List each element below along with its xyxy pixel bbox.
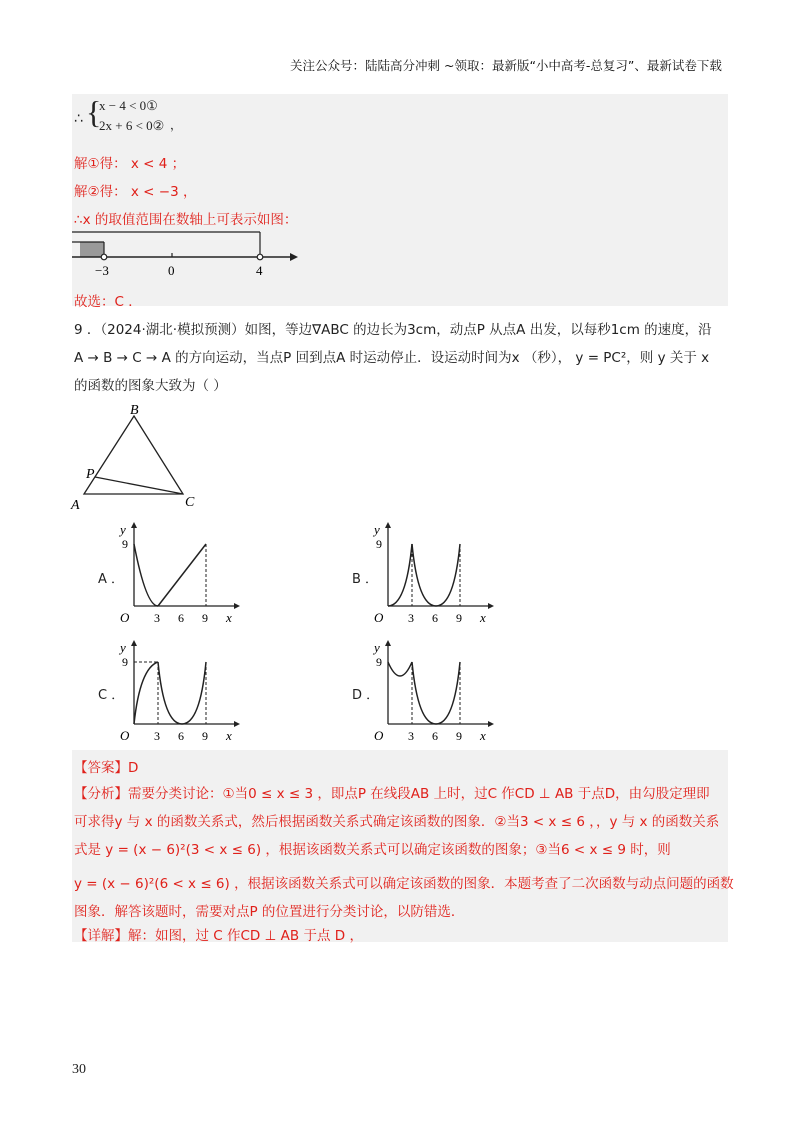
curve-a-parabola — [134, 544, 158, 606]
numberline-intro: ∴x 的取值范围在数轴上可表示如图： — [74, 212, 298, 228]
question-line-2: A → B → C → A 的方向运动，当点P 回到点A 时运动停止．设运动时间为x （秒）， y = PC²，则 y 关于 x — [74, 350, 710, 366]
graph-b-tick-3: 3 — [408, 611, 414, 625]
graph-d-tick-6: 6 — [432, 729, 438, 743]
triangle-figure — [66, 398, 206, 516]
graph-d-tick-3: 3 — [408, 729, 414, 743]
graph-option-b[interactable] — [370, 520, 498, 626]
curve-c-2 — [158, 662, 206, 724]
inequality-1: x − 4 < 0① — [99, 98, 158, 113]
solve-step-2: 解②得： x < −3 ， — [74, 184, 197, 200]
graph-b-y-label: y — [374, 522, 380, 537]
graph-a-x-label: x — [226, 610, 232, 625]
analysis-line-1: 【分析】需要分类讨论：①当0 ≤ x ≤ 3 ，即点P 在线段AB 上时，过C 作CD ⊥ AB 于点D，由勾股定理即 — [74, 786, 710, 802]
system-comma: ， — [170, 118, 183, 132]
label-b: B — [130, 403, 139, 418]
choice-line: 故选：C ． — [74, 294, 142, 310]
graph-a-9-label: 9 — [122, 537, 128, 551]
graph-c-tick-6: 6 — [178, 729, 184, 743]
label-a: A — [71, 498, 80, 513]
graph-d-9-label: 9 — [376, 655, 382, 669]
curve-c-1 — [134, 662, 158, 724]
axis-arrow — [290, 253, 298, 261]
page-header: 关注公众号：陆陆高分冲刺 ~领取：最新版“小中高考-总复习”、最新试卷下载 — [290, 58, 722, 73]
graph-d-x-label: x — [480, 728, 486, 743]
shaded-region — [80, 242, 104, 257]
system-brace: { — [86, 94, 102, 130]
analysis-line-4: y = (x − 6)²(6 < x ≤ 6) ，根据该函数关系式可以确定该函数的图象．本题考查了二次函数与动点问题的函数 — [74, 876, 734, 892]
number-line-figure — [72, 228, 300, 280]
graph-c-y-label: y — [120, 640, 126, 655]
page-number: 30 — [72, 1062, 86, 1077]
graph-c-tick-3: 3 — [154, 729, 160, 743]
graph-a-tick-6: 6 — [178, 611, 184, 625]
option-d-label[interactable]: D ． — [352, 688, 380, 703]
graph-b-tick-9: 9 — [456, 611, 462, 625]
label-p: P — [86, 467, 95, 482]
graph-option-c[interactable] — [116, 638, 244, 744]
answer-line: 【答案】D — [74, 760, 139, 776]
question-line-1: 9 ．（2024·湖北·模拟预测）如图，等边∇ABC 的边长为3cm，动点P 从点A 出发，以每秒1cm 的速度，沿 — [74, 322, 712, 338]
option-c-label[interactable]: C ． — [98, 688, 125, 703]
tick-label-neg3: −3 — [95, 263, 109, 278]
detail-line: 【详解】解：如图，过 C 作CD ⊥ AB 于点 D ， — [74, 928, 363, 944]
graph-b-9-label: 9 — [376, 537, 382, 551]
graph-b-origin: O — [374, 610, 384, 625]
question-line-3: 的函数的图象大致为（ ） — [74, 378, 227, 394]
solve-step-1: 解①得： x < 4 ； — [74, 156, 186, 172]
analysis-line-2: 可求得y 与 x 的函数关系式，然后根据函数关系式确定该函数的图象．②当3 < x ≤ 6 ，，y 与 x 的函数关系 — [74, 814, 720, 830]
triangle-abc — [84, 416, 183, 494]
graph-c-origin: O — [120, 728, 130, 743]
graph-b-tick-6: 6 — [432, 611, 438, 625]
graph-a-tick-3: 3 — [154, 611, 160, 625]
graph-c-tick-9: 9 — [202, 729, 208, 743]
graph-option-a[interactable] — [116, 520, 244, 626]
analysis-line-5: 图象．解答该题时，需要对点P 的位置进行分类讨论，以防错选． — [74, 904, 465, 920]
graph-b-x-label: x — [480, 610, 486, 625]
tick-label-0: 0 — [168, 263, 175, 278]
option-b-label[interactable]: B ． — [352, 572, 379, 587]
graph-option-d[interactable] — [370, 638, 498, 744]
graph-d-tick-9: 9 — [456, 729, 462, 743]
inequality-2: 2x + 6 < 0② — [99, 118, 165, 133]
graph-a-tick-9: 9 — [202, 611, 208, 625]
segment-pc — [95, 477, 183, 494]
open-circle-neg3 — [101, 254, 107, 260]
analysis-line-3: 式是 y = (x − 6)²(3 < x ≤ 6) ，根据该函数关系式可以确定该函数的图象；③当6 < x ≤ 9 时，则 — [74, 842, 671, 858]
graph-d-origin: O — [374, 728, 384, 743]
curve-a-line — [158, 544, 206, 606]
tick-label-4: 4 — [256, 263, 263, 278]
option-a-label[interactable]: A ． — [98, 572, 125, 587]
graph-a-y-label: y — [120, 522, 126, 537]
curve-d-2 — [412, 662, 460, 724]
graph-d-y-label: y — [374, 640, 380, 655]
graph-c-9-label: 9 — [122, 655, 128, 669]
graph-a-origin: O — [120, 610, 130, 625]
therefore-symbol: ∴ — [74, 111, 83, 127]
graph-c-x-label: x — [226, 728, 232, 743]
open-circle-4 — [257, 254, 263, 260]
label-c: C — [185, 495, 195, 510]
curve-b-1 — [388, 544, 412, 606]
curve-b-2 — [412, 544, 460, 606]
curve-d-1 — [388, 662, 412, 676]
